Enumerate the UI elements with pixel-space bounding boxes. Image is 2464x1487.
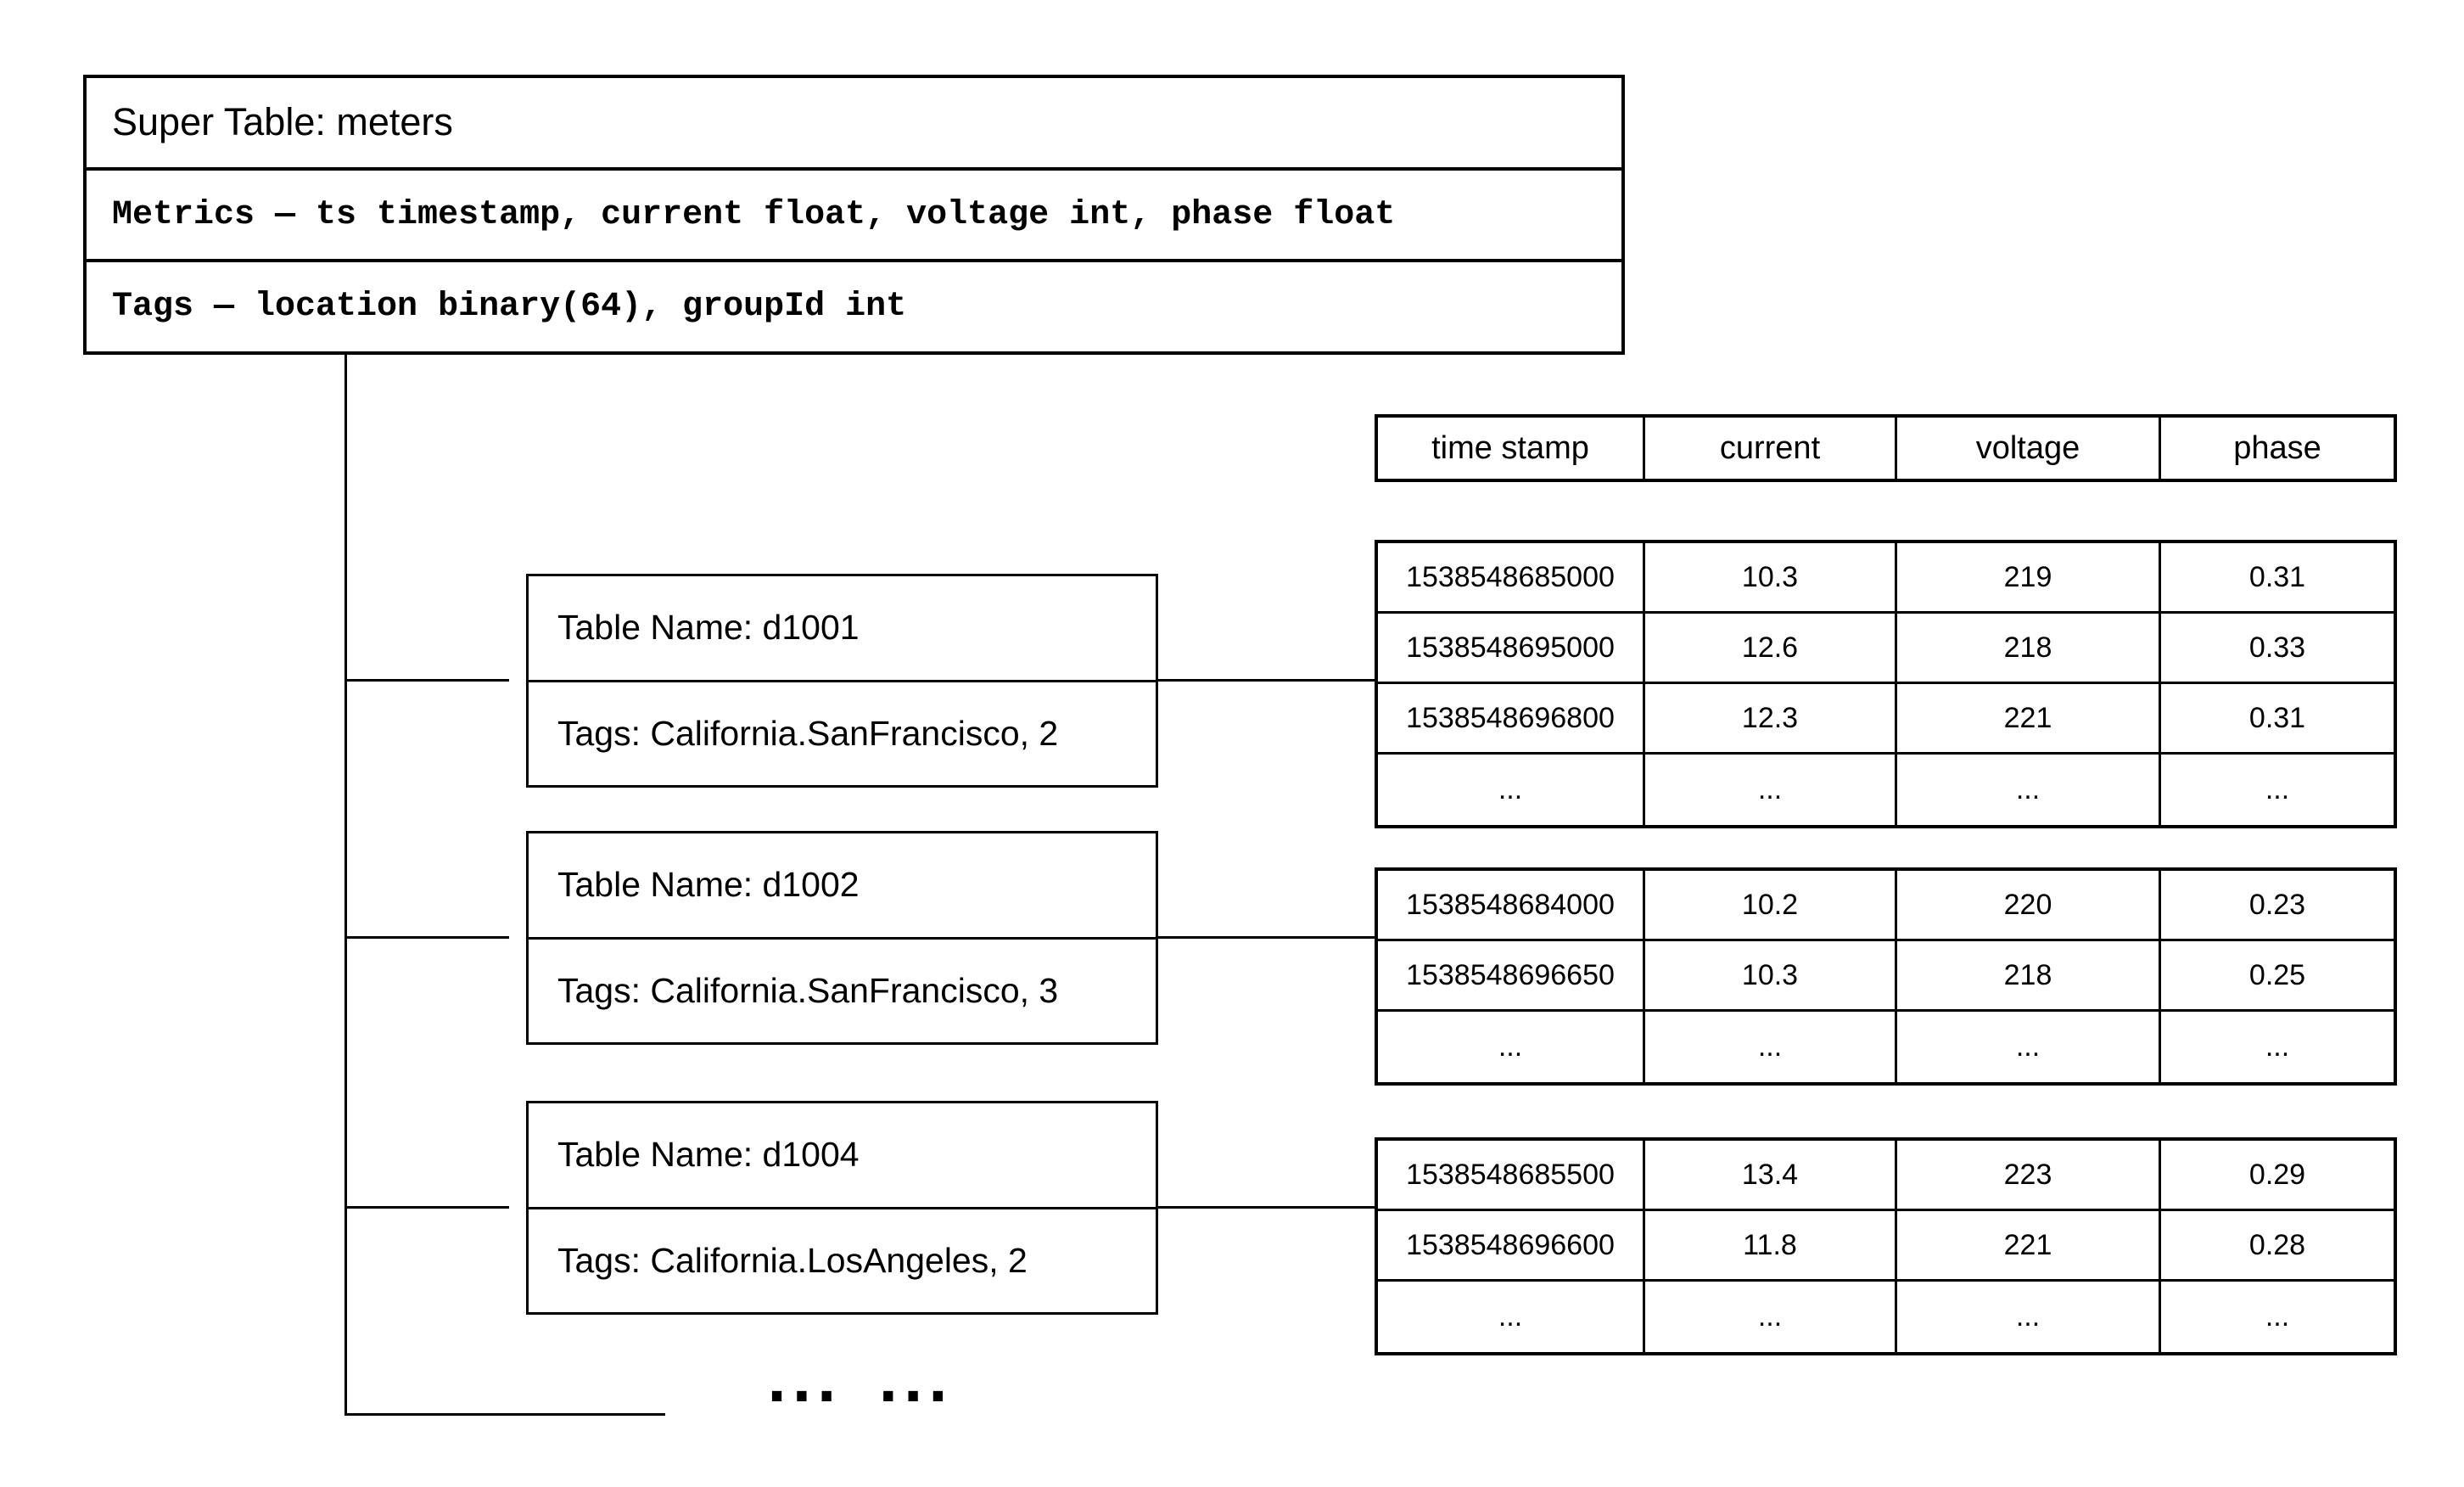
table-cell: 1538548696650 <box>1378 941 1645 1009</box>
subtable-name: Table Name: d1004 <box>529 1103 1156 1209</box>
connector-line-d1001 <box>1156 679 1375 682</box>
subtable-box-d1001 <box>526 574 1158 788</box>
super-table-box <box>83 75 1625 355</box>
table-cell: 0.31 <box>2248 560 2306 593</box>
subtable-box-d1004 <box>526 1101 1158 1315</box>
subtable-box-d1002 <box>526 831 1158 1045</box>
table-cell: 1538548696800 <box>1378 684 1645 752</box>
branch-line-d1001 <box>344 679 509 682</box>
subtable-name: Table Name: d1001 <box>529 576 1156 682</box>
table-cell: ... <box>1645 1012 1897 1082</box>
table-cell: 220 <box>1897 871 2161 939</box>
connector-line-d1002 <box>1156 936 1375 939</box>
column-header-timestamp: time stamp <box>1378 418 1645 479</box>
data-table-d1002 <box>1375 867 2397 1086</box>
table-cell: 12.3 <box>1645 684 1897 752</box>
super-table-title: Super Table: meters <box>87 78 1621 171</box>
column-header-row <box>1375 414 2397 482</box>
subtable-tags: Tags: California.LosAngeles, 2 <box>557 1240 1028 1280</box>
table-cell: 1538548684000 <box>1378 871 1645 939</box>
table-cell: ... <box>2265 773 2290 805</box>
table-cell: 0.28 <box>2248 1228 2306 1261</box>
table-row <box>1378 614 2394 684</box>
table-cell: 0.25 <box>2248 958 2306 991</box>
table-cell: 13.4 <box>1645 1141 1897 1209</box>
table-cell: 1538548685500 <box>1378 1141 1645 1209</box>
column-header-current: current <box>1645 418 1897 479</box>
table-row <box>1378 871 2394 941</box>
table-cell: 218 <box>1897 614 2161 682</box>
table-row <box>1378 941 2394 1012</box>
table-row <box>1378 755 2394 825</box>
table-row <box>1378 684 2394 755</box>
table-cell: 10.3 <box>1645 543 1897 611</box>
table-cell: ... <box>2265 1300 2290 1333</box>
subtable-name: Table Name: d1002 <box>529 833 1156 940</box>
table-cell: 0.33 <box>2248 631 2306 664</box>
table-cell: 11.8 <box>1645 1211 1897 1279</box>
column-header-voltage: voltage <box>1897 418 2161 479</box>
connector-line-d1004 <box>1156 1206 1375 1209</box>
ellipsis-text: ... ... <box>766 1352 953 1415</box>
subtable-tags: Tags: California.SanFrancisco, 3 <box>557 970 1059 1010</box>
table-cell: ... <box>1378 1282 1645 1352</box>
table-cell: 219 <box>1897 543 2161 611</box>
table-cell: 221 <box>1897 684 2161 752</box>
table-cell: ... <box>1897 755 2161 825</box>
table-cell: 12.6 <box>1645 614 1897 682</box>
branch-line-more <box>344 1413 665 1416</box>
table-cell: ... <box>1378 755 1645 825</box>
subtable-tags: Tags: California.SanFrancisco, 2 <box>557 713 1059 753</box>
table-cell: ... <box>2265 1030 2290 1063</box>
table-cell: 0.29 <box>2248 1158 2306 1191</box>
table-cell: 1538548696600 <box>1378 1211 1645 1279</box>
table-cell: 10.3 <box>1645 941 1897 1009</box>
column-header-phase: phase <box>2233 429 2321 466</box>
table-row <box>1378 1012 2394 1082</box>
table-row <box>1378 1282 2394 1352</box>
branch-line-d1002 <box>344 936 509 939</box>
table-cell: 221 <box>1897 1211 2161 1279</box>
table-row <box>1378 1211 2394 1282</box>
table-cell: 0.31 <box>2248 701 2306 734</box>
super-table-tags: Tags — location binary(64), groupId int <box>112 288 907 327</box>
table-cell: 223 <box>1897 1141 2161 1209</box>
table-cell: 1538548685000 <box>1378 543 1645 611</box>
data-table-d1004 <box>1375 1137 2397 1355</box>
table-cell: ... <box>1645 1282 1897 1352</box>
super-table-metrics: Metrics — ts timestamp, current float, voltage int, phase float <box>87 171 1621 263</box>
table-cell: 218 <box>1897 941 2161 1009</box>
table-cell: ... <box>1378 1012 1645 1082</box>
table-row <box>1378 543 2394 614</box>
table-cell: ... <box>1897 1012 2161 1082</box>
table-cell: 1538548695000 <box>1378 614 1645 682</box>
data-table-d1001 <box>1375 540 2397 828</box>
trunk-line <box>344 355 347 1416</box>
branch-line-d1004 <box>344 1206 509 1209</box>
table-cell: ... <box>1897 1282 2161 1352</box>
table-cell: 0.23 <box>2248 888 2306 921</box>
table-cell: ... <box>1645 755 1897 825</box>
table-cell: 10.2 <box>1645 871 1897 939</box>
table-row <box>1378 1141 2394 1211</box>
